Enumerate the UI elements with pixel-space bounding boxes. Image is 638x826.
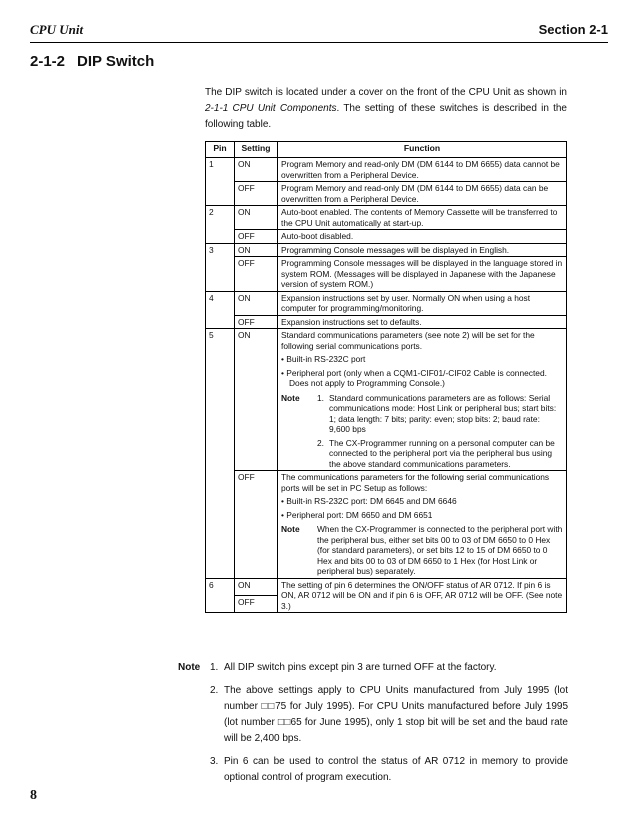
intro-reference: 2-1-1 CPU Unit Components	[205, 103, 337, 114]
function-cell: Expansion instructions set by user. Normally ON when using a host computer for programming/monitoring.	[278, 291, 567, 315]
function-text: The communications parameters for the following serial communications ports will be set in PC Setup as follows:	[281, 472, 550, 493]
note-block	[281, 393, 563, 435]
function-cell: The setting of pin 6 determines the ON/OFF status of AR 0712. If pin 6 is ON, AR 0712 will be ON and if pin 6 is OFF, AR 0712 will be OFF. (See note 3.)	[278, 578, 567, 613]
table-row	[206, 291, 567, 315]
note-number: 2.	[210, 685, 219, 696]
note-label: Note	[281, 524, 300, 534]
note-block	[281, 438, 563, 470]
pin-cell: 3	[206, 243, 235, 291]
note-text: The CX-Programmer running on a personal computer can be connected to the peripheral port via the peripheral bus using the above standard communications parameters.	[329, 437, 555, 469]
header-section: Section 2-1	[538, 22, 608, 37]
note-label: Note	[281, 392, 300, 403]
note-text: The above settings apply to CPU Units manufactured from July 1995 (lot number □□75 for July 1995). For CPU Units manufactured before July 1995 (lot number □□65 for June 1995), only 1 stop bit will be set and the baud rate will be 2,400 bps.	[224, 685, 568, 744]
header-chapter: CPU Unit	[30, 22, 84, 37]
page-header	[30, 20, 608, 43]
page-number: 8	[30, 788, 37, 803]
function-cell	[278, 329, 567, 471]
table-row	[206, 182, 567, 206]
intro-text-2: . The setting of these switches is described in the following table.	[205, 103, 567, 130]
intro-text-1: The DIP switch is located under a cover on the front of the CPU Unit as shown in	[205, 87, 567, 98]
function-cell: Programming Console messages will be displayed in the language stored in system ROM. (Messages will be displayed in Japanese with the Japanese version of system ROM.)	[278, 257, 567, 292]
note-number: 3.	[210, 756, 219, 767]
function-cell: Programming Console messages will be displayed in English.	[278, 243, 567, 257]
bullet-item: • Peripheral port (only when a CQM1-CIF01/-CIF02 Cable is connected. Does not apply to Programming Console.)	[281, 367, 547, 388]
setting-cell: ON	[235, 158, 278, 182]
notes-list	[178, 660, 568, 786]
table-header-row	[206, 142, 567, 158]
setting-cell: ON	[235, 578, 278, 595]
intro-paragraph	[205, 85, 567, 133]
table-row	[206, 158, 567, 182]
bullet-item: • Built-in RS-232C port	[281, 354, 366, 364]
note-text: Pin 6 can be used to control the status of AR 0712 in memory to provide optional control of program execution.	[224, 756, 568, 783]
setting-cell: OFF	[235, 257, 278, 292]
function-cell: Program Memory and read-only DM (DM 6144 to DM 6655) data can be overwritten from a Peripheral Device.	[278, 182, 567, 206]
notes-label: Note	[178, 662, 201, 673]
note-item	[210, 683, 568, 747]
table-row	[206, 578, 567, 595]
setting-cell: OFF	[235, 315, 278, 329]
table-row	[206, 206, 567, 230]
note-text: Standard communications parameters are as follows: Serial communications mode: Host Link or peripheral bus; start bits: 1; data length: 7 bits; parity: even; stop bits: 2; baud rate: 9,600 bps	[329, 392, 557, 434]
section-heading	[30, 53, 154, 70]
note-text: All DIP switch pins except pin 3 are turned OFF at the factory.	[224, 662, 497, 673]
section-title: DIP Switch	[77, 53, 155, 70]
pin-cell: 2	[206, 206, 235, 244]
dip-switch-table	[205, 141, 567, 613]
pin-cell: 1	[206, 158, 235, 206]
setting-cell: ON	[235, 329, 278, 471]
note-number: 2.	[317, 437, 324, 448]
setting-cell: ON	[235, 243, 278, 257]
table-row	[206, 243, 567, 257]
bullet-item: • Peripheral port: DM 6650 and DM 6651	[281, 509, 433, 520]
note-item	[210, 660, 568, 676]
column-header: Function	[278, 142, 567, 158]
table-row	[206, 315, 567, 329]
pin-cell: 4	[206, 291, 235, 329]
table-row	[206, 329, 567, 471]
column-header: Pin	[206, 142, 235, 158]
function-cell: Auto-boot enabled. The contents of Memory Cassette will be transferred to the CPU Unit automatically at start-up.	[278, 206, 567, 230]
note-block	[281, 524, 563, 577]
setting-cell: ON	[235, 291, 278, 315]
setting-cell: OFF	[235, 595, 278, 612]
note-number: 1.	[317, 392, 324, 403]
table-row	[206, 230, 567, 244]
note-item	[210, 754, 568, 786]
function-text: Standard communications parameters (see note 2) will be set for the following serial communications ports.	[281, 330, 535, 351]
note-number: 1.	[210, 662, 219, 673]
note-text: When the CX-Programmer is connected to the peripheral port with the peripheral bus, either set bits 00 to 03 of DM 6650 to 0 Hex (for standard parameters), or set bits 12 to 15 of DM 6650 to 0 Hex and bits 00 to 03 of DM 6650 to 1 Hex (for Host Link or peripheral bus) separately.	[317, 524, 563, 576]
function-cell: Expansion instructions set to defaults.	[278, 315, 567, 329]
setting-cell: OFF	[235, 230, 278, 244]
pin-cell: 6	[206, 578, 235, 613]
bullet-item: • Built-in RS-232C port: DM 6645 and DM 6646	[281, 496, 457, 506]
column-header: Setting	[235, 142, 278, 158]
setting-cell: ON	[235, 206, 278, 230]
pin-cell: 5	[206, 329, 235, 579]
table-row	[206, 257, 567, 292]
function-cell: Program Memory and read-only DM (DM 6144 to DM 6655) data cannot be overwritten from a Peripheral Device.	[278, 158, 567, 182]
function-cell	[278, 471, 567, 579]
table-row	[206, 471, 567, 579]
notes-section	[178, 660, 568, 793]
function-cell: Auto-boot disabled.	[278, 230, 567, 244]
setting-cell: OFF	[235, 182, 278, 206]
setting-cell: OFF	[235, 471, 278, 579]
section-number: 2-1-2	[30, 53, 66, 70]
